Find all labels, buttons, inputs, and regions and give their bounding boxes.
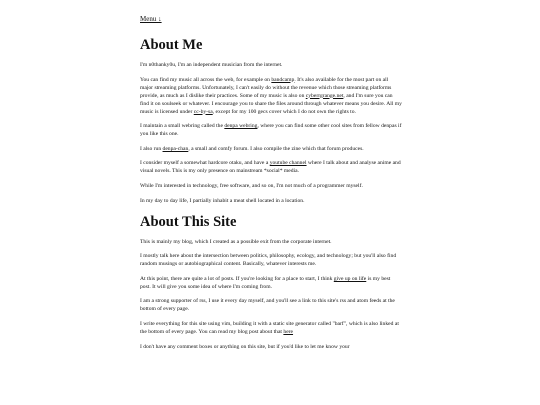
text: , and I'm sure you can find it on soulseek or whatever. I encourage you to share the files around through whatever means you desire. All my music is licensed under — [140, 92, 402, 115]
denpa-webring-link[interactable]: denpa webring — [224, 123, 258, 130]
cyberrgrange-link[interactable]: cyberrgrange.net — [305, 92, 344, 99]
about-me-intro: I'm n0thanky0u, I'm an independent musician from the internet. — [140, 62, 283, 68]
about-site-vim-paragraph — [140, 320, 402, 336]
about-site-topics-paragraph: I mostly talk here about the intersection between politics, philosophy, ecology, and technology; but you'll also find random musings or autobiographical content. Basically, whatever interests me. — [140, 253, 397, 268]
about-me-location-paragraph: In my day to day life, I partially inhabit a meat shell located in a location. — [140, 197, 305, 204]
about-me-music-paragraph — [140, 76, 402, 116]
text: You can find my music all across the web, for example on — [140, 76, 272, 83]
youtube-channel-link[interactable]: youtube channel — [269, 160, 307, 167]
give-up-on-life-link[interactable]: give up on life — [333, 275, 367, 282]
text: , a small and comfy forum. I also compile the zine which that forum produces. — [188, 145, 364, 152]
about-me-heading: About Me — [140, 37, 203, 53]
about-me-forum-paragraph — [140, 145, 402, 153]
text: is my best post. It will give you some idea of where I'm coming from. — [140, 275, 391, 290]
text: I write everything for this site using vim, building it with a static site generator called "barf", which is also linked at the bottom of every page. You can read my blog post about that — [140, 320, 399, 335]
here-link[interactable]: here — [283, 328, 294, 335]
text: At this point, there are quite a lot of posts. If you're looking for a place to start, I think — [140, 275, 334, 282]
about-site-heading: About This Site — [140, 213, 237, 230]
about-site-comments-paragraph: I don't have any comment boxes or anything on this site, but if you'd like to let me know your — [140, 343, 350, 350]
text: where I talk about and analyse anime and visual novels. This is my only presence on mainstream *social* media. — [140, 160, 401, 175]
text: I also run — [140, 145, 163, 152]
about-me-webring-paragraph — [140, 122, 402, 138]
license-link[interactable]: cc-by-sa — [193, 108, 213, 115]
text: , where you can find some other cool sites from fellow denpas if you like this one. — [140, 123, 402, 138]
text: , except for my 100 gecs cover which I do not own the rights to. — [212, 108, 356, 115]
about-site-start-paragraph — [140, 275, 402, 291]
about-site-intro: This is mainly my blog, which I created as a possible exit from the corporate internet. — [140, 238, 332, 245]
denpa-chan-link[interactable]: denpa-chan — [162, 145, 189, 152]
menu-link[interactable]: Menu ↓ — [140, 15, 162, 23]
main-content — [140, 8, 402, 357]
text: . It's also available for the most part on all major streaming platforms. Unfortunately, I can't easily do without the revenue which those streaming platforms provide, as much as I dislike their practices. Some of my music is also on — [140, 76, 392, 99]
text: I consider myself a somewhat hardcore otaku, and have a — [140, 160, 270, 167]
about-site-rss-paragraph: I am a strong supporter of rss, I use it every day myself, and you'll see a link to this site's rss and atom feeds at the bottom of every page. — [140, 298, 395, 313]
about-me-otaku-paragraph — [140, 159, 402, 175]
about-me-tech-paragraph: While I'm interested in technology, free software, and so on, I'm not much of a programmer myself. — [140, 182, 363, 189]
text: I maintain a small webring called the — [140, 123, 225, 130]
bandcamp-link[interactable]: bandcamp — [271, 76, 295, 83]
